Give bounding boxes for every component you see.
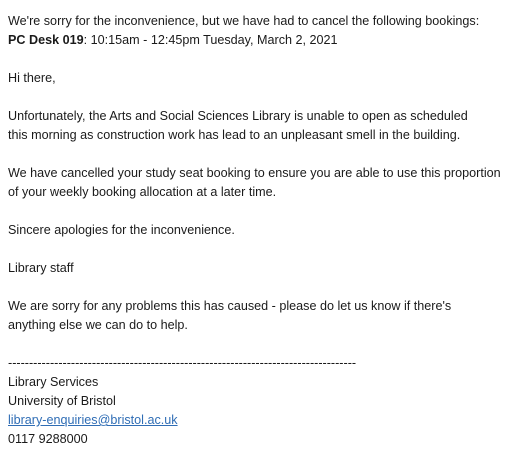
apology-text: Sincere apologies for the inconvenience. — [8, 223, 235, 237]
intro-text: We're sorry for the inconvenience, but we have had to cancel the following bookings: — [8, 14, 480, 28]
email-body — [8, 12, 518, 449]
booking-details: : 10:15am - 12:45pm Tuesday, March 2, 2021 — [83, 33, 338, 47]
sender-name: Library staff — [8, 261, 74, 275]
greeting: Hi there, — [8, 71, 56, 85]
booking-resource: PC Desk 019 — [8, 33, 84, 47]
signature-department: Library Services — [8, 375, 99, 389]
signature-divider: ----------------------------------------------------------------------------------- — [8, 356, 357, 370]
signature-email-line — [8, 411, 518, 430]
booking-line — [8, 31, 518, 50]
signature-institution: University of Bristol — [8, 394, 116, 408]
signature-phone: 0117 9288000 — [8, 432, 88, 446]
paragraph-closure-notice: Unfortunately, the Arts and Social Sciences Library is unable to open as scheduled this morning as construction work has lead to an unpleasant smell in the building. — [8, 109, 468, 142]
paragraph-cancellation: We have cancelled your study seat booking to ensure you are able to use this proportion of your weekly booking allocation at a later time. — [8, 166, 501, 199]
closing-text: We are sorry for any problems this has caused - please do let us know if there's anything else we can do to help. — [8, 299, 452, 332]
signature-email-link[interactable]: library-enquiries@bristol.ac.uk — [8, 413, 178, 427]
